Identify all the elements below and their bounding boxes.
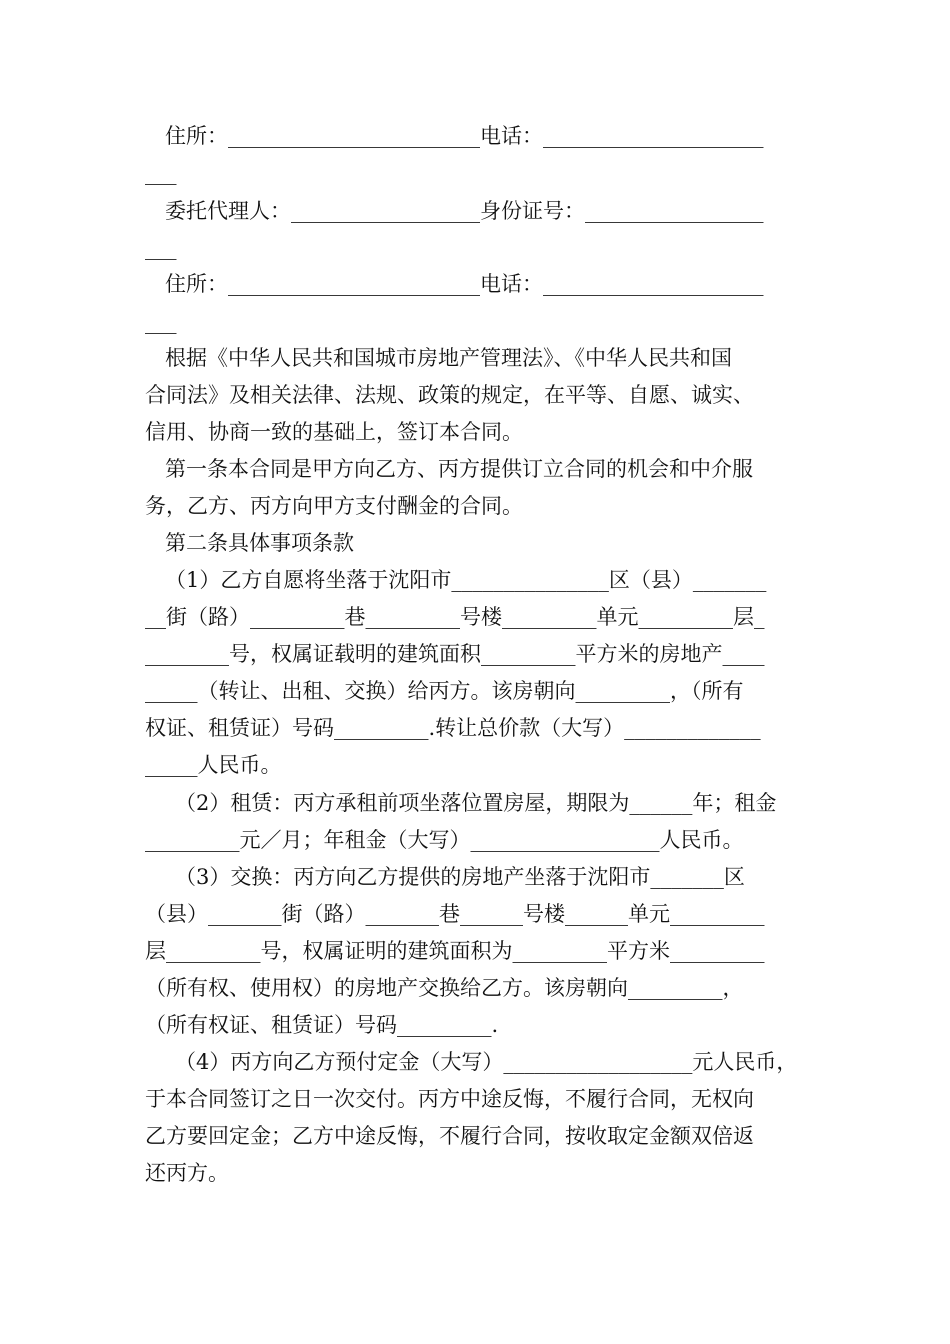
agent-address-phone-line: 住所：________________________电话：_____________________ bbox=[165, 272, 764, 296]
item-1-line-4: _____（转让、出租、交换）给丙方。该房朝向_________，（所有 bbox=[145, 679, 744, 703]
article-1-line-2: 务，乙方、丙方向甲方支付酬金的合同。 bbox=[145, 494, 523, 518]
item-3-line-3: 层_________号，权属证明的建筑面积为_________平方米_________ bbox=[145, 939, 765, 963]
item-1-line-5: 权证、租赁证）号码_________.转让总价款（大写）_____________ bbox=[145, 716, 761, 740]
principal-address-phone-line: 住所：________________________电话：_____________________ bbox=[165, 124, 764, 148]
agent-id-continuation: ___ bbox=[145, 236, 177, 260]
preamble-line-3: 信用、协商一致的基础上，签订本合同。 bbox=[145, 420, 523, 444]
preamble-line-2: 合同法》及相关法律、法规、政策的规定，在平等、自愿、诚实、 bbox=[145, 383, 754, 407]
item-2-line-2: _________元／月；年租金（大写）__________________人民币。 bbox=[145, 828, 744, 852]
agent-address-phone-continuation: ___ bbox=[145, 310, 177, 334]
item-1-line-2: __街（路）_________巷_________号楼_________单元_________层_ bbox=[145, 605, 765, 629]
principal-address-phone-continuation: ___ bbox=[145, 161, 177, 185]
preamble-line-1: 根据《中华人民共和国城市房地产管理法》、《中华人民共和国 bbox=[165, 346, 732, 370]
item-2-line-1: （2）租赁：丙方承租前项坐落位置房屋，期限为______年；租金 bbox=[175, 791, 777, 815]
item-3-line-5: （所有权证、租赁证）号码_________. bbox=[145, 1013, 499, 1037]
item-3-line-1: （3）交换：丙方向乙方提供的房地产坐落于沈阳市_______区 bbox=[175, 865, 745, 889]
item-1-line-6: _____人民币。 bbox=[145, 753, 282, 777]
article-1-line-1: 第一条本合同是甲方向乙方、丙方提供订立合同的机会和中介服 bbox=[165, 457, 753, 481]
item-3-line-2: （县）_______街（路）_______巷______号楼______单元_________ bbox=[145, 902, 765, 926]
item-1-line-1: （1）乙方自愿将坐落于沈阳市_______________区（县）_______ bbox=[165, 568, 767, 592]
article-2-heading: 第二条具体事项条款 bbox=[165, 531, 354, 555]
agent-id-line: 委托代理人：__________________身份证号：_________________ bbox=[165, 199, 764, 223]
item-4-line-1: （4）丙方向乙方预付定金（大写）__________________元人民币， bbox=[175, 1050, 798, 1074]
item-4-line-4: 还丙方。 bbox=[145, 1161, 229, 1185]
item-1-line-3: ________号，权属证载明的建筑面积_________平方米的房地产____ bbox=[145, 642, 765, 666]
item-4-line-2: 于本合同签订之日一次交付。丙方中途反悔，不履行合同，无权向 bbox=[145, 1087, 754, 1111]
item-3-line-4: （所有权、使用权）的房地产交换给乙方。该房朝向_________， bbox=[145, 976, 744, 1000]
item-4-line-3: 乙方要回定金；乙方中途反悔，不履行合同，按收取定金额双倍返 bbox=[145, 1124, 754, 1148]
